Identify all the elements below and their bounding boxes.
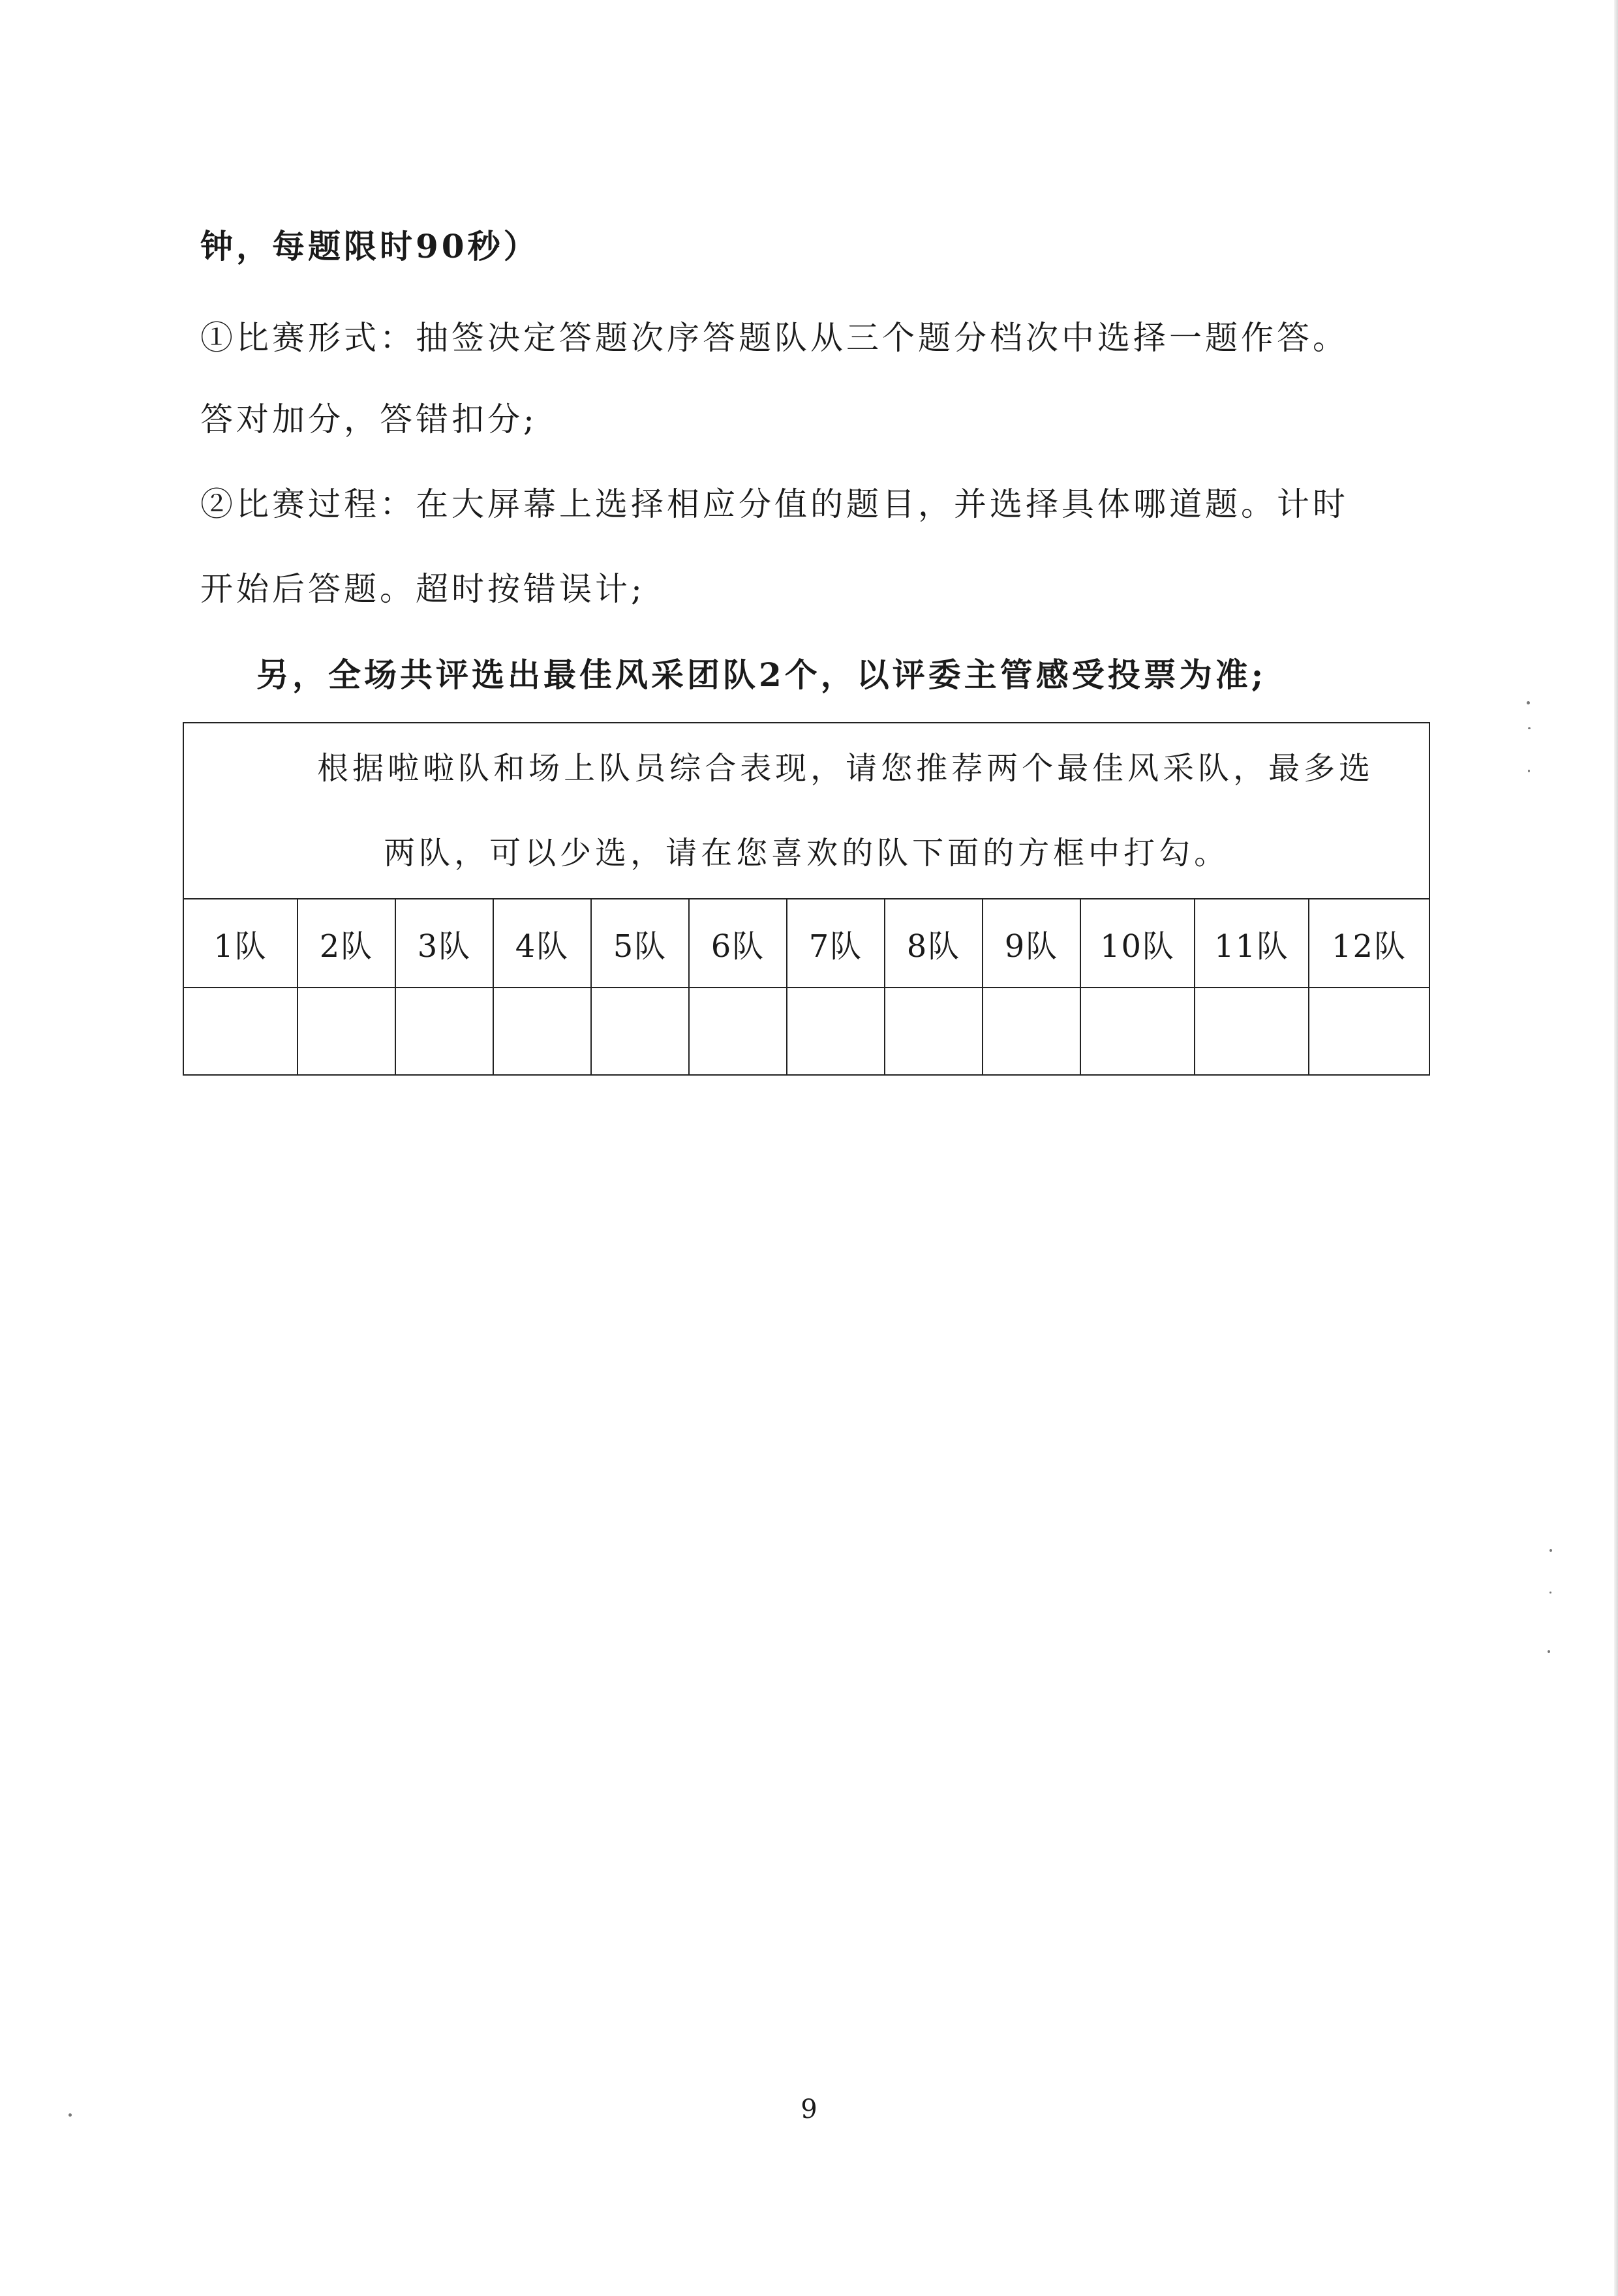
check-box[interactable] <box>591 988 689 1075</box>
check-box[interactable] <box>183 988 298 1075</box>
ballot-instructions <box>183 723 1429 899</box>
team-label: 2队 <box>298 899 395 988</box>
scan-speck <box>1549 1549 1552 1552</box>
scan-speck <box>1527 701 1530 704</box>
paragraph-line-6: 另，全场共评选出最佳风采团队2个，以评委主管感受投票为准; <box>256 656 1267 694</box>
team-label: 9队 <box>983 899 1080 988</box>
team-label: 10队 <box>1080 899 1195 988</box>
page-edge <box>1614 0 1618 2296</box>
team-label: 7队 <box>787 899 885 988</box>
check-box[interactable] <box>1195 988 1309 1075</box>
ballot-table <box>183 722 1430 1076</box>
paragraph-line-2: ①比赛形式：抽签决定答题次序答题队从三个题分档次中选择一题作答。 <box>200 319 1349 357</box>
team-label: 6队 <box>689 899 787 988</box>
scan-speck <box>69 2113 72 2117</box>
check-box[interactable] <box>787 988 885 1075</box>
check-box[interactable] <box>1080 988 1195 1075</box>
paragraph-line-5: 开始后答题。超时按错误计; <box>200 570 645 608</box>
team-label: 3队 <box>395 899 493 988</box>
scan-speck <box>1528 727 1531 729</box>
paragraph-line-4: ②比赛过程：在大屏幕上选择相应分值的题目，并选择具体哪道题。计时 <box>200 485 1349 523</box>
scan-speck <box>1549 1592 1551 1594</box>
ballot-instruction-line-1: 根据啦啦队和场上队员综合表现，请您推荐两个最佳风采队，最多选 <box>317 750 1375 787</box>
check-box[interactable] <box>1309 988 1429 1075</box>
check-box[interactable] <box>983 988 1080 1075</box>
paragraph-line-3: 答对加分，答错扣分; <box>200 400 538 438</box>
check-box[interactable] <box>885 988 983 1075</box>
team-label: 11队 <box>1195 899 1309 988</box>
page-number: 9 <box>801 2094 817 2124</box>
ballot-instruction-line-2: 两队，可以少选，请在您喜欢的队下面的方框中打勾。 <box>384 835 1230 871</box>
check-box-row <box>183 988 1429 1075</box>
scan-speck <box>1548 1650 1550 1653</box>
team-label: 5队 <box>591 899 689 988</box>
check-box[interactable] <box>689 988 787 1075</box>
check-box[interactable] <box>298 988 395 1075</box>
scan-speck <box>1528 770 1530 772</box>
check-box[interactable] <box>493 988 591 1075</box>
team-label: 8队 <box>885 899 983 988</box>
team-label: 1队 <box>183 899 298 988</box>
team-label: 4队 <box>493 899 591 988</box>
check-box[interactable] <box>395 988 493 1075</box>
paragraph-line-1: 钟，每题限时90秒） <box>200 227 540 265</box>
team-header-row <box>183 899 1429 988</box>
team-label: 12队 <box>1309 899 1429 988</box>
